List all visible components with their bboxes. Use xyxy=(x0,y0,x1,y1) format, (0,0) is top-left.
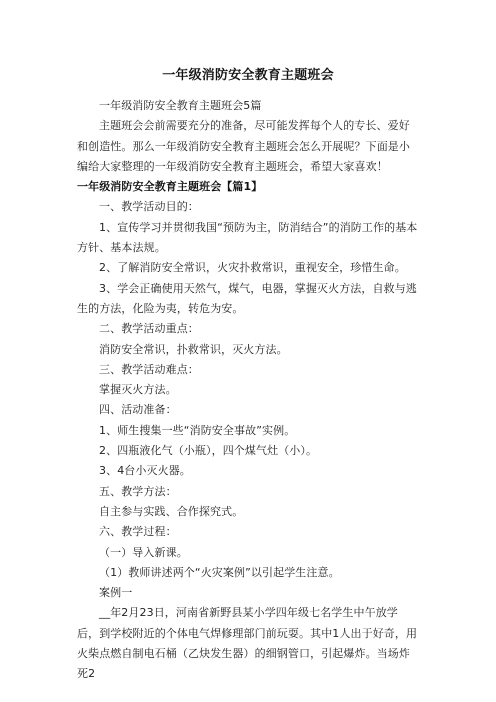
paragraph: 3、4台小灭火器。 xyxy=(99,464,191,478)
paragraph: 消防安全常识，扑救常识，灭火方法。 xyxy=(99,342,288,356)
document-body xyxy=(77,96,420,685)
paragraph: __年2月23日，河南省新野县某小学四年级七名学生中午放学后，到学校附近的个体电气焊修理部门前玩耍。其中1人出于好奇，用火柴点燃自制电石桶（乙炔发生器）的细钢管口，引起爆炸。当场炸死2 xyxy=(77,606,418,681)
paragraph: 六、教学过程： xyxy=(99,525,177,539)
paragraph: 三、教学活动难点： xyxy=(99,362,199,376)
paragraph: 自主参与实践、合作探究式。 xyxy=(99,504,244,518)
paragraph: 掌握灭火方法。 xyxy=(99,383,177,397)
paragraph: 二、教学活动重点： xyxy=(99,322,199,336)
paragraph: 1、宣传学习并贯彻我国“预防为主，防消结合”的消防工作的基本方针、基本法规。 xyxy=(77,220,418,255)
paragraph: 3、学会正确使用天然气，煤气，电器，掌握灭火方法，自救与逃生的方法，化险为夷，转危为安。 xyxy=(77,281,417,315)
paragraph: 一、教学活动目的： xyxy=(99,200,199,214)
paragraph: 2、了解消防安全常识，火灾扑救常识，重视安全，珍惜生命。 xyxy=(99,261,406,275)
paragraph: 四、活动准备： xyxy=(99,403,177,417)
paragraph: 一年级消防安全教育主题班会5篇 xyxy=(99,99,262,112)
section-heading: 一年级消防安全教育主题班会【篇1】 xyxy=(77,180,263,194)
paragraph: 案例一 xyxy=(99,586,133,600)
paragraph: （1）教师讲述两个“火灾案例”以引起学生注意。 xyxy=(99,565,340,579)
paragraph: 1、师生搜集一些“消防安全事故”实例。 xyxy=(99,423,296,437)
paragraph: 主题班会会前需要充分的准备，尽可能发挥每个人的专长、爱好和创造性。那么一年级消防安全教育主题班会怎么开展呢？下面是小编给大家整理的一年级消防安全教育主题班会，希望大家喜欢！ xyxy=(77,119,410,173)
document-title: 一年级消防安全教育主题班会 xyxy=(162,68,334,83)
paragraph: （一）导入新课。 xyxy=(99,545,188,559)
paragraph: 五、教学方法： xyxy=(99,484,177,498)
paragraph: 2、四瓶液化气（小瓶），四个煤气灶（小）。 xyxy=(99,444,318,458)
